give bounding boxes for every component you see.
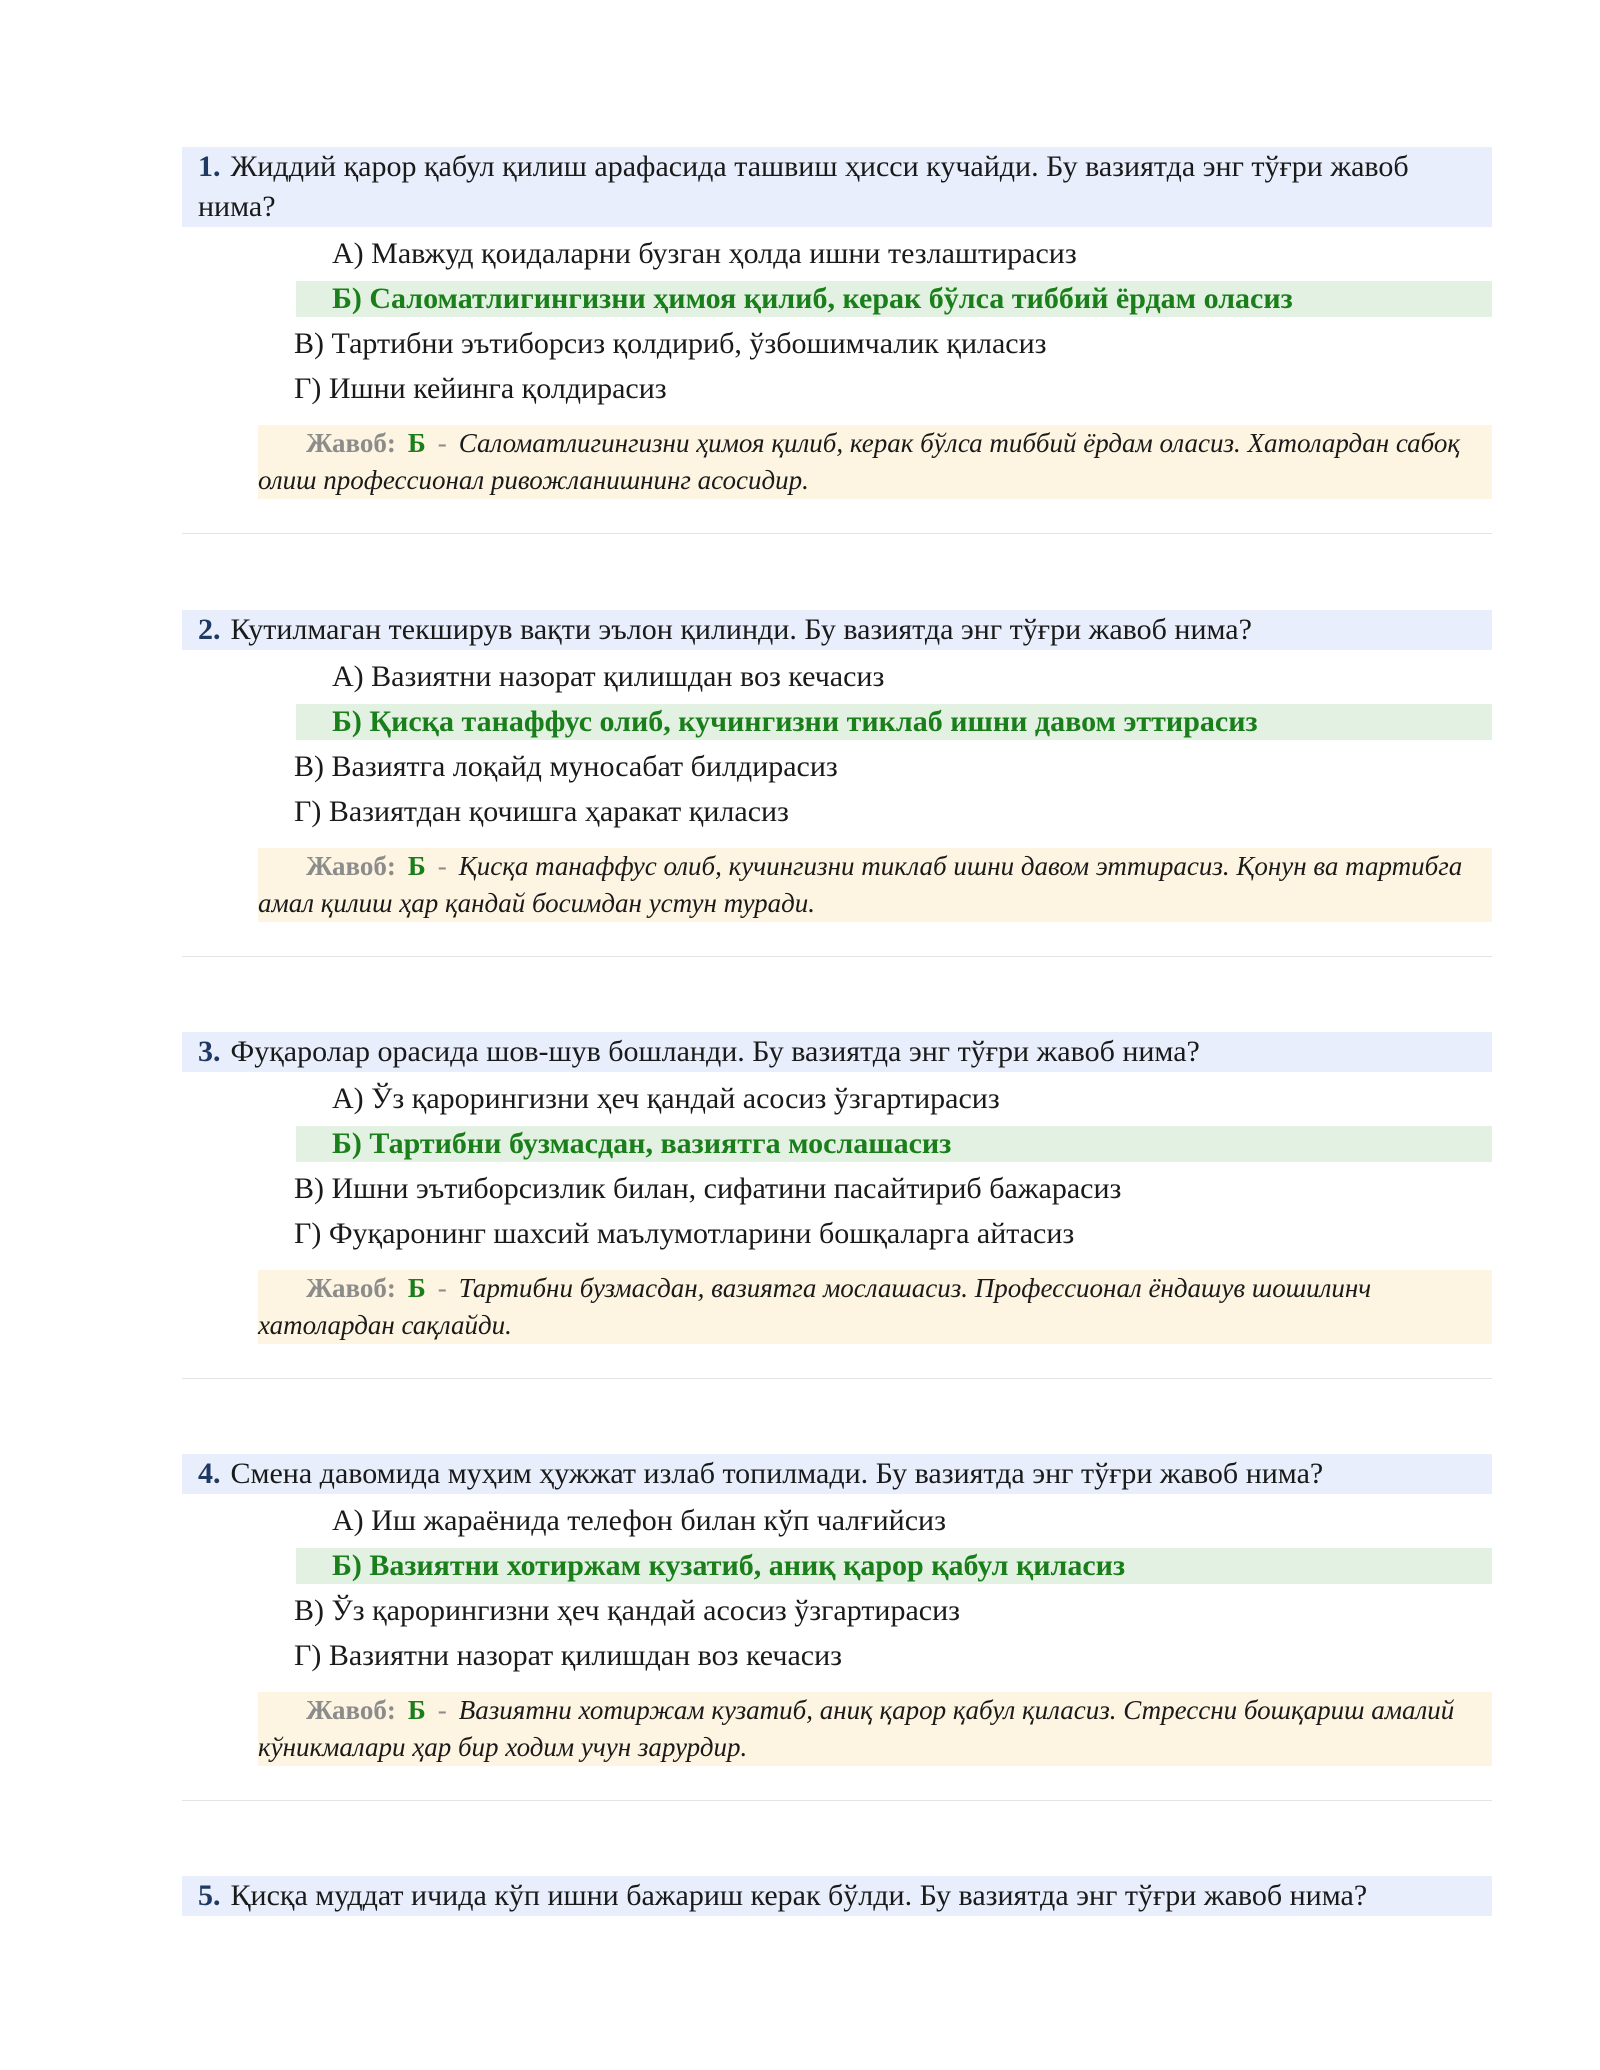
question-block — [182, 1876, 1492, 1916]
option-v: В) Ишни эътиборсизлик билан, сифатини пасайтириб бажарасиз — [294, 1172, 1122, 1205]
option-g: Г) Вазиятни назорат қилишдан воз кечасиз — [294, 1639, 842, 1672]
question-header — [182, 1876, 1492, 1916]
answer-dash: - — [437, 428, 447, 458]
option-b-correct: Б) Вазиятни хотиржам кузатиб, аниқ қарор қабул қиласиз — [296, 1548, 1492, 1584]
answer-letter: Б — [407, 1695, 426, 1725]
question-number: 4. — [198, 1457, 221, 1490]
question-number: 2. — [198, 613, 221, 646]
answer-dash: - — [437, 1273, 447, 1303]
question-text: Фуқаролар орасида шов-шув бошланди. Бу вазиятда энг тўғри жавоб нима? — [230, 1035, 1200, 1068]
question-block — [182, 610, 1492, 922]
answer-explanation — [258, 848, 1492, 922]
option-g: Г) Вазиятдан қочишга ҳаракат қиласиз — [294, 795, 789, 828]
answer-dash: - — [437, 851, 447, 881]
option-g: Г) Фуқаронинг шахсий маълумотларини бошқаларга айтасиз — [294, 1217, 1075, 1250]
question-text: Жиддий қарор қабул қилиш арафасида ташвиш ҳисси кучайди. Бу вазиятда энг тўғри жавоб нима? — [198, 150, 1409, 223]
question-number: 5. — [198, 1879, 221, 1912]
option-v: В) Ўз қарорингизни ҳеч қандай асосиз ўзгартирасиз — [294, 1594, 961, 1627]
question-header — [182, 610, 1492, 650]
option-a: А) Иш жараёнида телефон билан кўп чалғийсиз — [332, 1504, 946, 1537]
answer-letter: Б — [407, 1273, 426, 1303]
option-v: В) Вазиятга лоқайд муносабат билдирасиз — [294, 750, 838, 783]
divider — [182, 1378, 1492, 1379]
question-block — [182, 1454, 1492, 1766]
question-text: Қисқа муддат ичида кўп ишни бажариш керак бўлди. Бу вазиятда энг тўғри жавоб нима? — [230, 1879, 1368, 1912]
question-text: Кутилмаган текширув вақти эълон қилинди. Бу вазиятда энг тўғри жавоб нима? — [230, 613, 1252, 646]
answer-letter: Б — [407, 851, 426, 881]
option-b-correct: Б) Тартибни бузмасдан, вазиятга мослашасиз — [296, 1126, 1492, 1162]
answer-label: Жавоб: — [306, 1273, 396, 1303]
option-a: А) Вазиятни назорат қилишдан воз кечасиз — [332, 660, 885, 693]
question-block — [182, 147, 1492, 499]
option-a: А) Мавжуд қоидаларни бузган ҳолда ишни тезлаштирасиз — [332, 237, 1077, 270]
question-number: 1. — [198, 150, 221, 183]
answer-label: Жавоб: — [306, 428, 396, 458]
divider — [182, 533, 1492, 534]
answer-label: Жавоб: — [306, 851, 396, 881]
answer-label: Жавоб: — [306, 1695, 396, 1725]
option-a: А) Ўз қарорингизни ҳеч қандай асосиз ўзгартирасиз — [332, 1082, 1000, 1115]
question-header — [182, 1032, 1492, 1072]
answer-dash: - — [437, 1695, 447, 1725]
answer-text: Саломатлигингизни ҳимоя қилиб, керак бўлса тиббий ёрдам оласиз. Хатолардан сабоқ олиш профессионал ривожланишнинг асосидир. — [258, 428, 1460, 495]
option-v: В) Тартибни эътиборсиз қолдириб, ўзбошимчалик қиласиз — [294, 327, 1047, 360]
question-text: Смена давомида муҳим ҳужжат излаб топилмади. Бу вазиятда энг тўғри жавоб нима? — [230, 1457, 1324, 1490]
answer-text: Тартибни бузмасдан, вазиятга мослашасиз. Профессионал ёндашув шошилинч хатолардан сақлайди. — [258, 1273, 1372, 1340]
answer-explanation — [258, 1692, 1492, 1766]
divider — [182, 1800, 1492, 1801]
option-b-correct: Б) Қисқа танаффус олиб, кучингизни тиклаб ишни давом эттирасиз — [296, 704, 1492, 740]
option-b-correct: Б) Саломатлигингизни ҳимоя қилиб, керак бўлса тиббий ёрдам оласиз — [296, 281, 1492, 317]
option-g: Г) Ишни кейинга қолдирасиз — [294, 372, 667, 405]
answer-letter: Б — [407, 428, 426, 458]
divider — [182, 956, 1492, 957]
question-number: 3. — [198, 1035, 221, 1068]
question-header — [182, 1454, 1492, 1494]
answer-text: Вазиятни хотиржам кузатиб, аниқ қарор қабул қиласиз. Стрессни бошқариш амалий кўникмалари ҳар бир ходим учун зарурдир. — [258, 1695, 1455, 1762]
answer-explanation — [258, 425, 1492, 499]
question-header — [182, 147, 1492, 227]
answer-text: Қисқа танаффус олиб, кучингизни тиклаб ишни давом эттирасиз. Қонун ва тартибга амал қилиш ҳар қандай босимдан устун туради. — [258, 851, 1463, 918]
answer-explanation — [258, 1270, 1492, 1344]
question-block — [182, 1032, 1492, 1344]
